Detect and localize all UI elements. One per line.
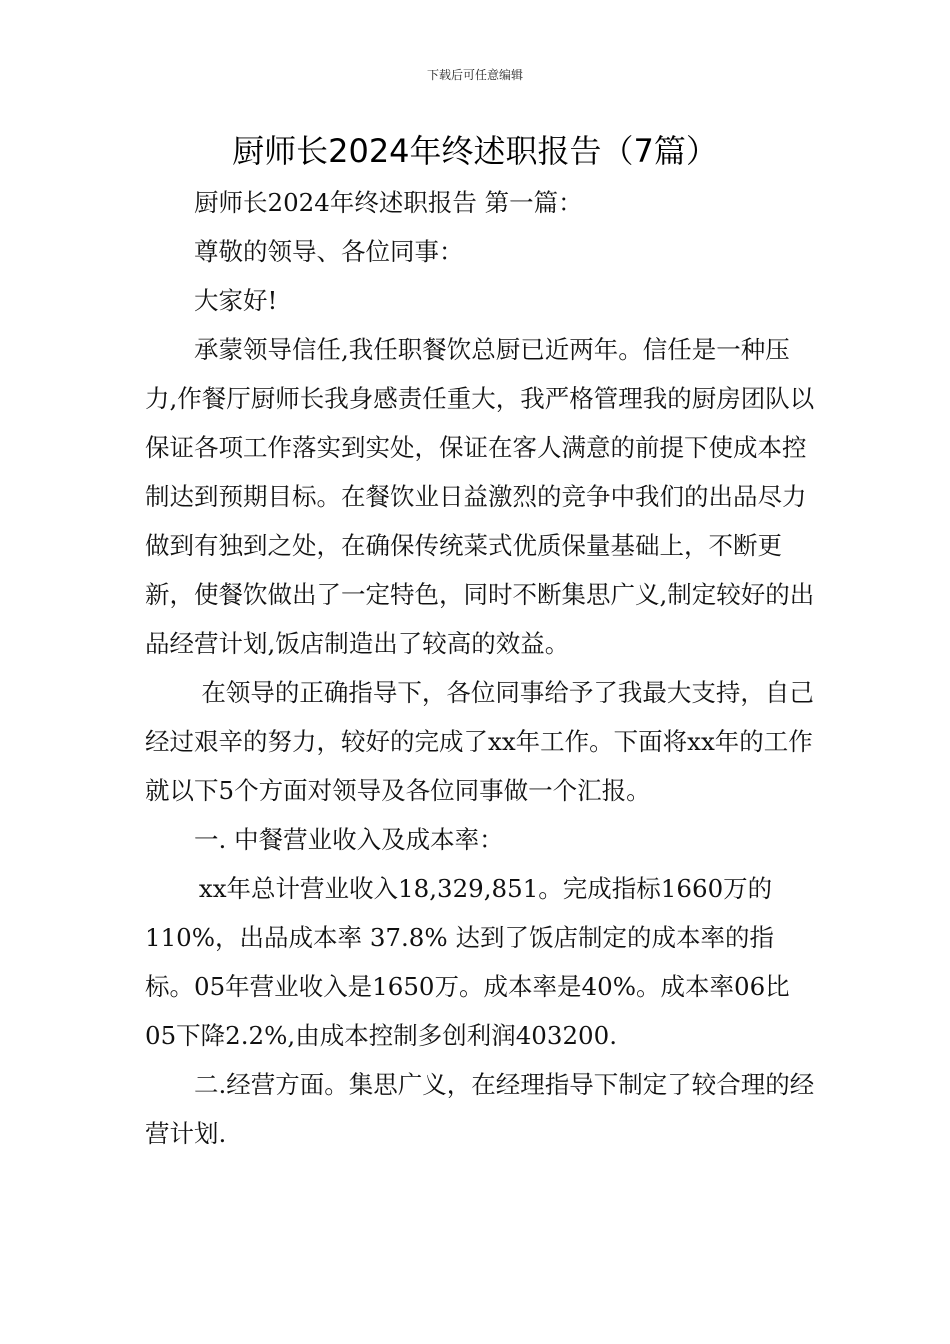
section-heading: 厨师长2024年终述职报告 第一篇： — [194, 188, 583, 217]
greeting: 大家好! — [194, 286, 278, 315]
body-paragraph: xx年总计营业收入18,329,851。完成指标1660万的110%，出品成本率 37.8% 达到了饭店制定的成本率的指标。05年营业收入是1650万。成本率是40%。成本率06比05下降2.2%,由成本控制多创利润403200. — [145, 874, 790, 1050]
list-heading: 一. 中餐营业收入及成本率： — [194, 825, 504, 854]
body-paragraph: 在领导的正确指导下，各位同事给予了我最大支持，自己经过艰辛的努力，较好的完成了xx年工作。下面将xx年的工作就以下5个方面对领导及各位同事做一个汇报。 — [145, 678, 814, 805]
salutation: 尊敬的领导、各位同事： — [194, 237, 464, 266]
body-paragraph: 承蒙领导信任,我任职餐饮总厨已近两年。信任是一种压力,作餐厅厨师长我身感责任重大，我严格管理我的厨房团队以保证各项工作落实到实处，保证在客人满意的前提下使成本控制达到预期目标。在餐饮业日益激烈的竞争中我们的出品尽力做到有独到之处，在确保传统菜式优质保量基础上，不断更新，使餐饮做出了一定特色，同时不断集思广义,制定较好的出品经营计划,饭店制造出了较高的效益。 — [145, 335, 815, 658]
list-heading: 二.经营方面。集思广义，在经理指导下制定了较合理的经营计划. — [145, 1070, 815, 1148]
document-title: 厨师长2024年终述职报告（7篇） — [232, 132, 718, 170]
document-body — [145, 178, 817, 1158]
header-note: 下载后可任意编辑 — [426, 68, 523, 82]
